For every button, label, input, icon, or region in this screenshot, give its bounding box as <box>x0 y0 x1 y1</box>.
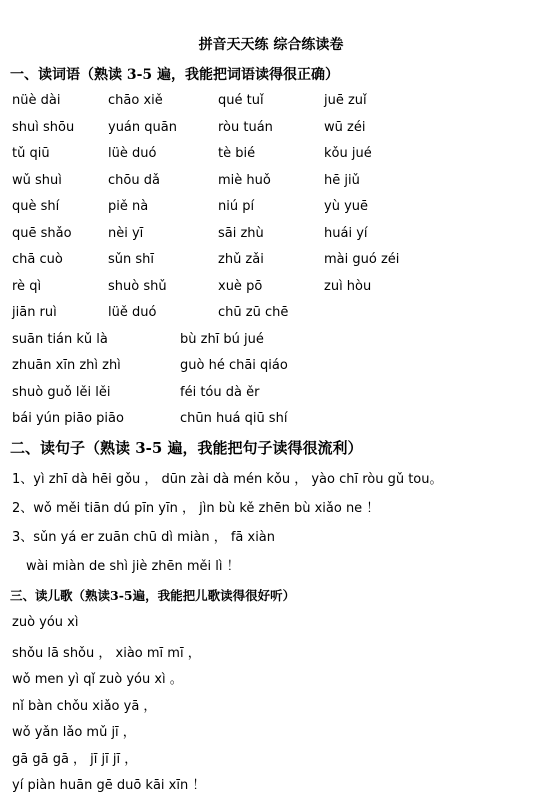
poem-line: shǒu lā shǒu ， xiào mī mī ， <box>12 646 201 661</box>
poem-line: gā gā gā ， jī jī jī ， <box>12 752 138 767</box>
word-item: zuì hòu <box>324 279 372 294</box>
word-item: juē zuǐ <box>324 93 367 108</box>
word-row <box>0 93 542 113</box>
word-row <box>0 146 542 166</box>
word-row <box>0 173 542 193</box>
sentence-line: 3、sǔn yá er zuān chū dì miàn ， fā xiàn <box>12 530 276 545</box>
word-item: wū zéi <box>324 120 366 135</box>
word-item: tè bié <box>218 146 256 161</box>
word-item: quē shǎo <box>12 226 72 241</box>
phrase-item: chūn huá qiū shí <box>180 411 288 426</box>
word-item: miè huǒ <box>218 173 271 188</box>
word-item: sǔn shī <box>108 252 155 267</box>
section-3-heading: 三、读儿歌（熟读3-5遍，我能把儿歌读得很好听） <box>10 588 296 603</box>
word-item: chū zū chē <box>218 305 289 320</box>
phrase-row <box>0 358 542 378</box>
word-item: sāi zhù <box>218 226 264 241</box>
poem-line: wǒ yǎn lǎo mǔ jī ， <box>12 725 136 740</box>
poem-line: nǐ bàn chǒu xiǎo yā ， <box>12 699 157 714</box>
sentence-line: wài miàn de shì jiè zhēn měi lì ！ <box>26 559 240 574</box>
word-item: nèi yī <box>108 226 144 241</box>
phrase-item: bái yún piāo piāo <box>12 411 124 426</box>
poem-title: zuò yóu xì <box>12 615 79 630</box>
word-item: lüè duó <box>108 146 157 161</box>
word-item: yuán quān <box>108 120 177 135</box>
word-item: lüě duó <box>108 305 157 320</box>
word-item: piě nà <box>108 199 149 214</box>
phrase-item: féi tóu dà ěr <box>180 385 260 400</box>
word-row <box>0 279 542 299</box>
word-item: shuì shōu <box>12 120 75 135</box>
word-row <box>0 252 542 272</box>
word-item: ròu tuán <box>218 120 273 135</box>
word-item: qué tuǐ <box>218 93 264 108</box>
word-item: wǔ shuì <box>12 173 62 188</box>
sentence-line: 1、yì zhī dà hēi gǒu ， dūn zài dà mén kǒu ， yào chī ròu gǔ tou。 <box>12 472 443 487</box>
word-item: mài guó zéi <box>324 252 400 267</box>
phrase-item: shuò guǒ lěi lěi <box>12 385 111 400</box>
word-item: chā cuò <box>12 252 63 267</box>
word-item: tǔ qiū <box>12 146 50 161</box>
word-row <box>0 226 542 246</box>
phrase-row <box>0 332 542 352</box>
word-item: hē jiǔ <box>324 173 360 188</box>
worksheet-title: 拼音天天练 综合练读卷 <box>198 37 344 53</box>
word-item: què shí <box>12 199 60 214</box>
section-1-heading: 一、读词语（熟读 3-5 遍，我能把词语读得很正确） <box>10 67 340 83</box>
word-item: rè qì <box>12 279 42 294</box>
word-item: xuè pō <box>218 279 263 294</box>
phrase-item: suān tián kǔ là <box>12 332 108 347</box>
phrase-row <box>0 385 542 405</box>
phrase-item: guò hé chāi qiáo <box>180 358 288 373</box>
word-item: niú pí <box>218 199 255 214</box>
word-row <box>0 305 542 325</box>
word-row <box>0 199 542 219</box>
phrase-item: zhuān xīn zhì zhì <box>12 358 121 373</box>
word-item: kǒu jué <box>324 146 372 161</box>
word-item: shuò shǔ <box>108 279 167 294</box>
section-2-heading: 二、读句子（熟读 3-5 遍，我能把句子读得很流利） <box>10 439 363 457</box>
poem-line: yí piàn huān gē duō kāi xīn ！ <box>12 778 206 793</box>
phrase-row <box>0 411 542 431</box>
word-item: chāo xiě <box>108 93 163 108</box>
word-item: jiān ruì <box>12 305 57 320</box>
word-item: zhǔ zǎi <box>218 252 264 267</box>
sentence-line: 2、wǒ měi tiān dú pīn yīn ， jìn bù kě zhēn bù xiǎo ne ！ <box>12 501 380 516</box>
word-row <box>0 120 542 140</box>
poem-line: wǒ men yì qǐ zuò yóu xì 。 <box>12 672 183 687</box>
word-item: yù yuē <box>324 199 368 214</box>
word-item: huái yí <box>324 226 368 241</box>
word-item: chōu dǎ <box>108 173 160 188</box>
word-item: nüè dài <box>12 93 61 108</box>
phrase-item: bù zhī bú jué <box>180 332 264 347</box>
